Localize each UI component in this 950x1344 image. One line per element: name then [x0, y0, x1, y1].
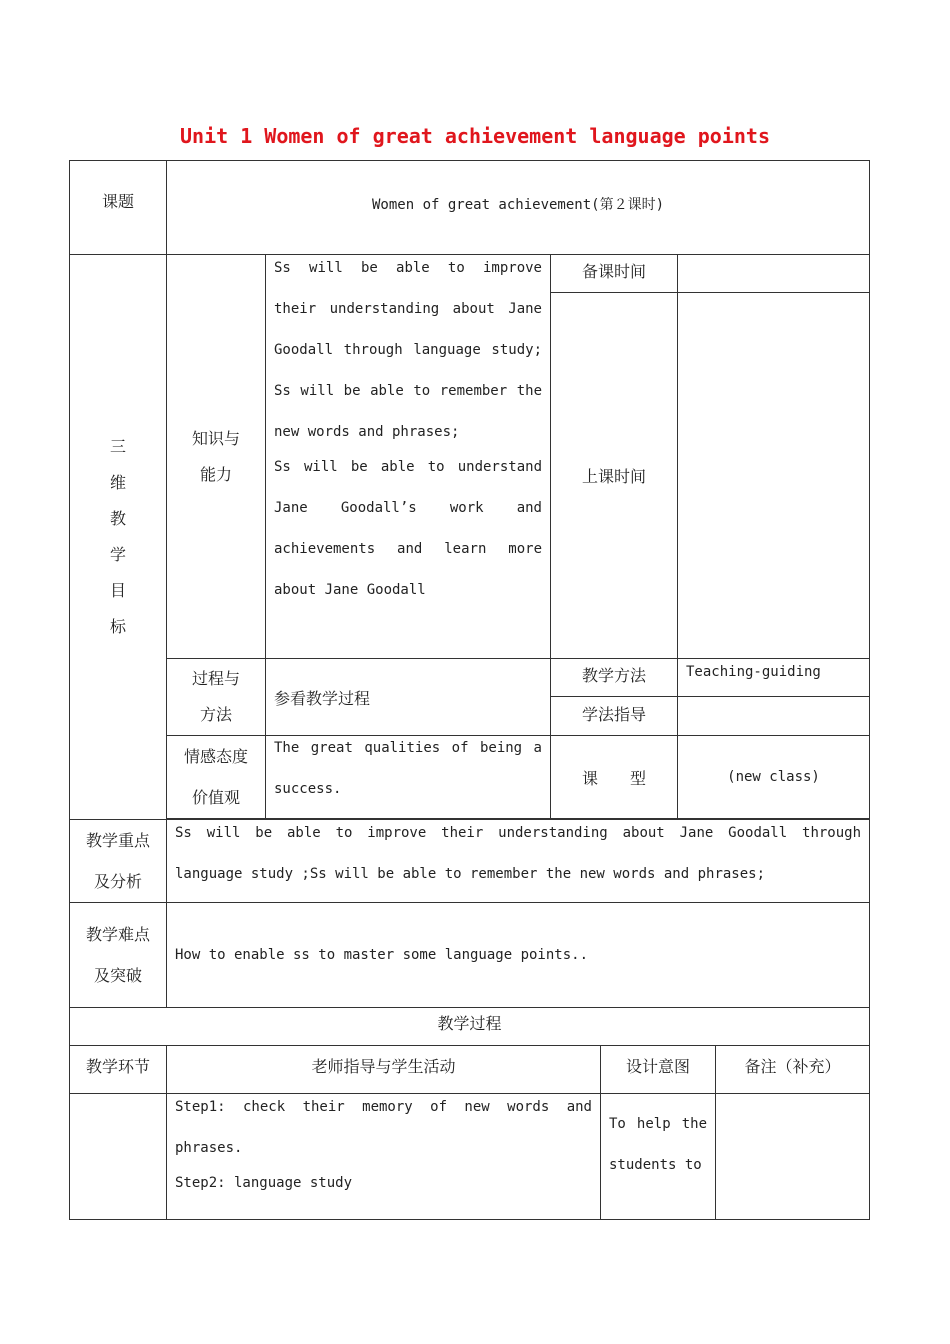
document-title: Unit 1 Women of great achievement language points: [179, 124, 770, 148]
difficulties-label: 教学难点 及突破: [70, 903, 167, 1008]
process-label: 过程与 方法: [167, 659, 266, 736]
difficulties-text: How to enable ss to master some language points..: [167, 903, 870, 1008]
step2-text: Step2: language study: [175, 1175, 353, 1191]
step-stage: [70, 1094, 167, 1220]
process-header: 教学过程: [70, 1008, 870, 1046]
class-type-label: 课 型: [551, 736, 678, 819]
class-time-value: [678, 293, 870, 659]
method-label: 教学方法: [551, 659, 678, 697]
step-activities: [167, 1094, 601, 1220]
prep-time-label: 备课时间: [551, 255, 678, 293]
study-guide-label: 学法指导: [551, 697, 678, 736]
knowledge-label: 知识与 能力: [167, 255, 266, 659]
step1-text: Step1: check their memory of new words and phrases.: [175, 1099, 592, 1156]
step-note: [716, 1094, 870, 1220]
emotion-label: 情感态度 价值观: [167, 736, 266, 819]
prep-time-value: [678, 255, 870, 293]
class-time-label: 上课时间: [551, 293, 678, 659]
study-guide-value: [678, 697, 870, 736]
class-type-value: (new class): [678, 736, 870, 819]
key-points-text: Ss will be able to improve their understanding about Jane Goodall through language study ;Ss will be able to remember the new words and phrases;: [167, 820, 870, 903]
col-header-activity: 老师指导与学生活动: [167, 1046, 601, 1094]
process-text: 参看教学过程: [266, 659, 551, 736]
step-intent: To help the students to: [601, 1094, 716, 1220]
knowledge-text: Ss will be able to improve their understanding about Jane Goodall through language study; Ss will be able to remember the new words and phrases; Ss will be able to understand Jane Goodall’s work and achievements and learn more about Jane Goodall: [266, 255, 551, 659]
key-points-label: 教学重点 及分析: [70, 820, 167, 903]
emotion-text: The great qualities of being a success.: [266, 736, 551, 819]
col-header-intent: 设计意图: [601, 1046, 716, 1094]
col-header-stage: 教学环节: [70, 1046, 167, 1094]
lesson-title: Women of great achievement(第２课时): [167, 161, 870, 255]
method-value: Teaching-guiding: [678, 659, 870, 697]
lesson-plan-table: [69, 160, 870, 1220]
col-header-note: 备注（补充）: [716, 1046, 870, 1094]
lesson-label: 课题: [70, 161, 167, 255]
goals-label: 三 维 教 学 目 标: [70, 255, 167, 820]
